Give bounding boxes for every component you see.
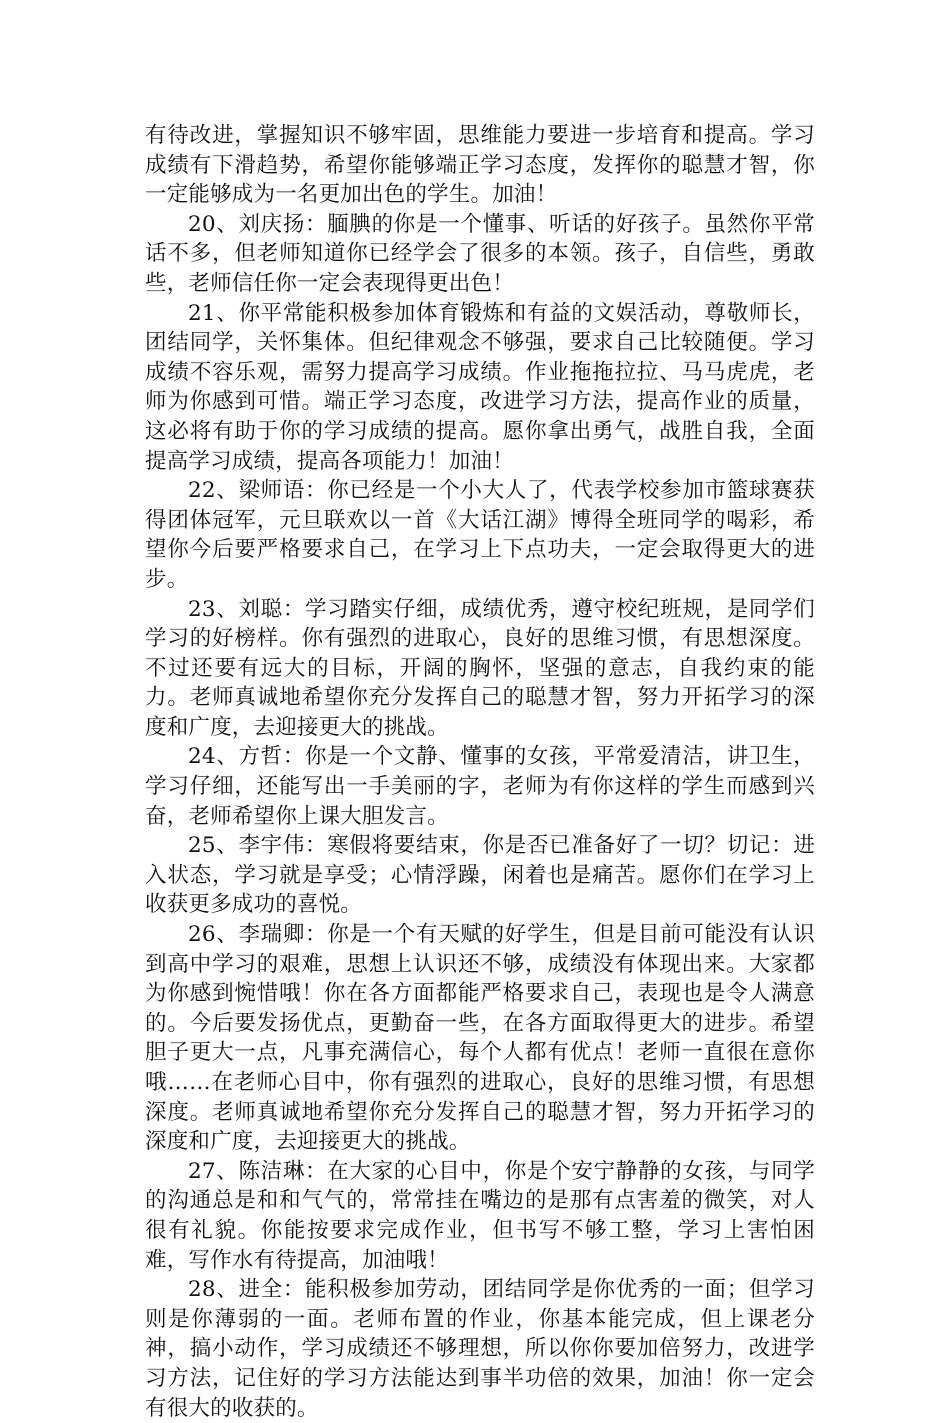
paragraph-comment-23: 23、刘聪：学习踏实仔细，成绩优秀，遵守校纪班规，是同学们学习的好榜样。你有强烈的进取心，良好的思维习惯，有思想深度。不过还要有远大的目标，开阔的胸怀，坚强的意志，自我约束的能力。老师真诚地希望你充分发挥自己的聪慧才智，努力开拓学习的深度和广度，去迎接更大的挑战。: [145, 596, 815, 740]
paragraph-comment-22: 22、梁师语：你已经是一个小大人了，代表学校参加市篮球赛获得团体冠军，元旦联欢以一首《大话江湖》博得全班同学的喝彩，希望你今后要严格要求自己，在学习上下点功夫，一定会取得更大的进步。: [145, 478, 815, 592]
paragraph-comment-28: 28、进全：能积极参加劳动，团结同学是你优秀的一面；但学习则是你薄弱的一面。老师布置的作业，你基本能完成，但上课老分神，搞小动作，学习成绩还不够理想，所以你你要加倍努力，改进学习方法，记住好的学习方法能达到事半功倍的效果，加油！你一定会有很大的收获的。: [145, 1277, 815, 1421]
paragraph-comment-27: 27、陈洁琳：在大家的心目中，你是个安宁静静的女孩，与同学的沟通总是和和气气的，常常挂在嘴边的是那有点害羞的微笑，对人很有礼貌。你能按要求完成作业，但书写不够工整，学习上害怕困难，写作水有待提高，加油哦！: [145, 1158, 815, 1273]
paragraph-comment-25: 25、李宇伟：寒假将要结束，你是否已准备好了一切？切记：进入状态，学习就是享受；心情浮躁，闲着也是痛苦。愿你们在学习上收获更多成功的喜悦。: [145, 833, 815, 918]
paragraph-continuation: 有待改进，掌握知识不够牢固，思维能力要进一步培育和提高。学习成绩有下滑趋势，希望你能够端正学习态度，发挥你的聪慧才智，你一定能够成为一名更加出色的学生。加油！: [145, 123, 815, 208]
paragraph-comment-26: 26、李瑞卿：你是一个有天赋的好学生，但是目前可能没有认识到高中学习的艰难，思想上认识还不够，成绩没有体现出来。大家都为你感到惋惜哦！你在各方面都能严格要求自己，表现也是令人满意的。今后要发扬优点，更勤奋一些，在各方面取得更大的进步。希望胆子更大一点，凡事充满信心，每个人都有优点！老师一直很在意你哦……在老师心目中，你有强烈的进取心，良好的思维习惯，有思想深度。老师真诚地希望你充分发挥自己的聪慧才智，努力开拓学习的深度和广度，去迎接更大的挑战。: [145, 922, 815, 1155]
paragraph-comment-24: 24、方哲：你是一个文静、懂事的女孩，平常爱清洁，讲卫生，学习仔细，还能写出一手美丽的字，老师为有你这样的学生而感到兴奋，老师希望你上课大胆发言。: [145, 744, 815, 829]
paragraph-comment-21: 21、你平常能积极参加体育锻炼和有益的文娱活动，尊敬师长，团结同学，关怀集体。但纪律观念不够强，要求自己比较随便。学习成绩不容乐观，需努力提高学习成绩。作业拖拖拉拉、马马虎虎，老师为你感到可惜。端正学习态度，改进学习方法，提高作业的质量，这必将有助于你的学习成绩的提高。愿你拿出勇气，战胜自我，全面提高学习成绩，提高各项能力！加油！: [145, 300, 815, 474]
document-page: [145, 121, 815, 1423]
paragraph-comment-20: 20、刘庆扬：腼腆的你是一个懂事、听话的好孩子。虽然你平常话不多，但老师知道你已经学会了很多的本领。孩子，自信些，勇敢些，老师信任你一定会表现得更出色！: [145, 211, 815, 296]
